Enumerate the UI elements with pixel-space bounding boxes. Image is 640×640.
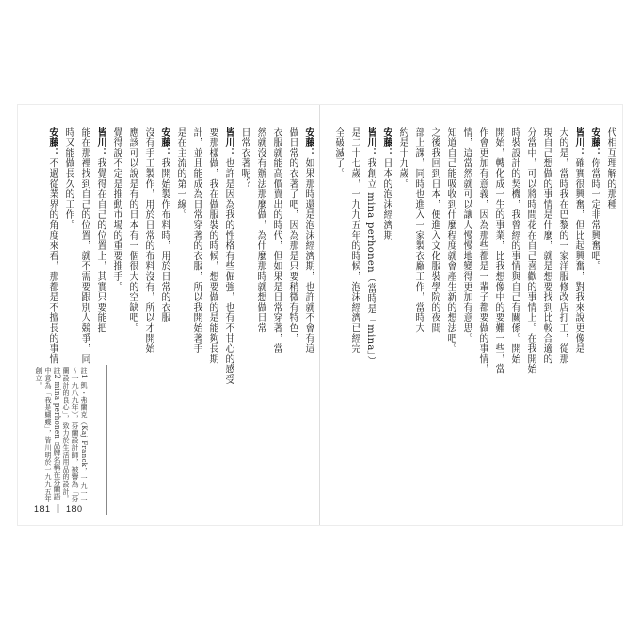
column-text: 時裝設計的契機，我曾經的事情與自己有關係。開始 xyxy=(509,127,520,364)
text-column xyxy=(397,127,408,189)
column-text: 情，這當然就可以讓人慢慢地變得更加有意思。 xyxy=(461,127,472,344)
left-page xyxy=(18,105,320,525)
page-numbers: 181 ｜ 180 xyxy=(34,504,83,514)
column-text: 覺得說不定是推動市場的重要推手。 xyxy=(111,127,122,292)
column-text: 應該可以說是有的日本有一個很大的空缺吧。 xyxy=(127,127,138,333)
column-text: 也許是因為我的性格有些倔強，也有不甘心的感受 xyxy=(223,157,234,385)
speaker-label: 皆川： xyxy=(95,127,106,158)
text-column xyxy=(143,127,154,354)
text-column xyxy=(493,127,504,374)
text-column xyxy=(525,127,536,374)
text-column xyxy=(477,127,488,374)
column-text: 沒有手工製作，用於日常的布料沒有，所以才開始 xyxy=(143,127,154,354)
column-text: 代相互理解的那種 xyxy=(605,127,616,210)
text-column xyxy=(191,127,202,354)
column-text: 我開始製作布料時，用於日常的衣服 xyxy=(159,157,170,323)
speaker-label: 安藤： xyxy=(381,127,392,158)
text-column xyxy=(175,127,186,220)
text-column xyxy=(557,127,568,364)
column-text: 作會更加有意義，因為那些都是一輩子都要做的事情， xyxy=(477,127,488,375)
speaker-label: 安藤： xyxy=(589,127,600,158)
text-column xyxy=(573,127,584,354)
text-column xyxy=(207,127,218,364)
column-text: 你當時一定非常興奮吧。 xyxy=(589,157,600,272)
column-text: 日常衣著呢？ xyxy=(239,127,250,189)
text-column xyxy=(111,127,122,292)
footnote: 註1 凱・弗蘭克（Kaj Franck，一九一一～一九八九年），芬蘭設計師，被譽為「芬蘭設計的良心」，致力於生活用品的設計。註2 mina perhonen 品牌名稱在芬蘭語中意為「我是蝴蝶」，皆川明於一九九五年創立。 xyxy=(35,367,88,504)
column-text: 確實很興奮，但比起興奮，對我來說更像是 xyxy=(573,157,584,354)
column-text: 時又能做長久的工作。 xyxy=(63,127,74,230)
right-page xyxy=(320,105,622,525)
column-text: 要那樣做，我在做服裝的時候，想要做的是能夠長期 xyxy=(207,127,218,364)
column-text: 之後我回到日本，便進入文化服裝學院的夜間 xyxy=(429,127,440,333)
text-column xyxy=(271,127,282,354)
column-text: 不過從業界的角度來看，那都是不擅長的事情 xyxy=(47,157,58,364)
speaker-label: 安藤： xyxy=(159,127,170,158)
text-column xyxy=(239,127,250,189)
text-column xyxy=(349,127,360,354)
text-column xyxy=(381,127,392,240)
text-column xyxy=(47,127,58,364)
column-text: 計，並且能成為日常穿著的衣服，所以我開始著手 xyxy=(191,127,202,354)
text-column xyxy=(127,127,138,333)
column-text: 日本的泡沫經濟期 xyxy=(381,157,392,241)
column-text: 如果那時還是泡沫經濟期，也許就不會有這 xyxy=(303,157,314,354)
speaker-label: 安藤： xyxy=(47,127,58,158)
text-column xyxy=(509,127,520,364)
column-text: 知道自己能吸收到什麼程度就會產生新的想法吧。 xyxy=(445,127,456,354)
column-text: 開始，轉化成一生的事業，比我想像中的要難一些，當 xyxy=(493,127,504,375)
text-column xyxy=(461,127,472,343)
text-column xyxy=(413,127,424,333)
text-column xyxy=(303,127,314,354)
footnote-rule xyxy=(106,365,107,515)
column-text: 能在那裡找到自己的位置，就不需要跟別人競爭，同 xyxy=(79,127,90,364)
column-text: 部上課，同時也進入一家製衣廠工作，當時大 xyxy=(413,127,424,333)
column-text: 做日常的衣著了吧，因為那是只要稍微有特色， xyxy=(287,127,298,344)
text-column xyxy=(287,127,298,343)
speaker-label: 皆川： xyxy=(365,127,376,158)
text-column xyxy=(333,127,344,179)
text-column xyxy=(445,127,456,354)
column-text: 約是十九歲。 xyxy=(397,127,408,189)
text-column xyxy=(159,127,170,323)
column-text: 分當中，可以將時間花在自己喜歡的事情上。在我開始 xyxy=(525,127,536,375)
text-column xyxy=(365,127,376,366)
text-column xyxy=(79,127,90,364)
text-column xyxy=(63,127,74,230)
column-text: 我創立 mina perhonen（當時是「mina」） xyxy=(365,157,376,367)
column-text: 是在主流的第一線。 xyxy=(175,127,186,220)
text-column xyxy=(223,127,234,385)
text-column xyxy=(605,127,616,209)
column-text: 是二十七歲，一九九五年的時候，泡沫經濟已經完 xyxy=(349,127,360,354)
column-text: 現自己想做的事情是什麼，就是想要找到比較合適的 xyxy=(541,127,552,364)
text-column xyxy=(255,127,266,333)
text-column xyxy=(95,127,106,333)
column-text: 然就沒有辦法那麼做，為什麼那時就想做日常 xyxy=(255,127,266,333)
speaker-label: 安藤： xyxy=(303,127,314,158)
column-text: 全破滅了。 xyxy=(333,127,344,179)
text-column xyxy=(589,127,600,271)
speaker-label: 皆川： xyxy=(573,127,584,158)
speaker-label: 皆川： xyxy=(223,127,234,158)
book-spread xyxy=(18,105,622,525)
column-text: 我覺得在自己的位置上，其實只要能把 xyxy=(95,157,106,334)
text-column xyxy=(429,127,440,333)
column-text: 衣服就能高價賣出的時代，但如果是日常穿著，當 xyxy=(271,127,282,354)
text-column xyxy=(541,127,552,364)
column-text: 大的是，當時我在巴黎的一家洋服修改店打工，從那 xyxy=(557,127,568,364)
